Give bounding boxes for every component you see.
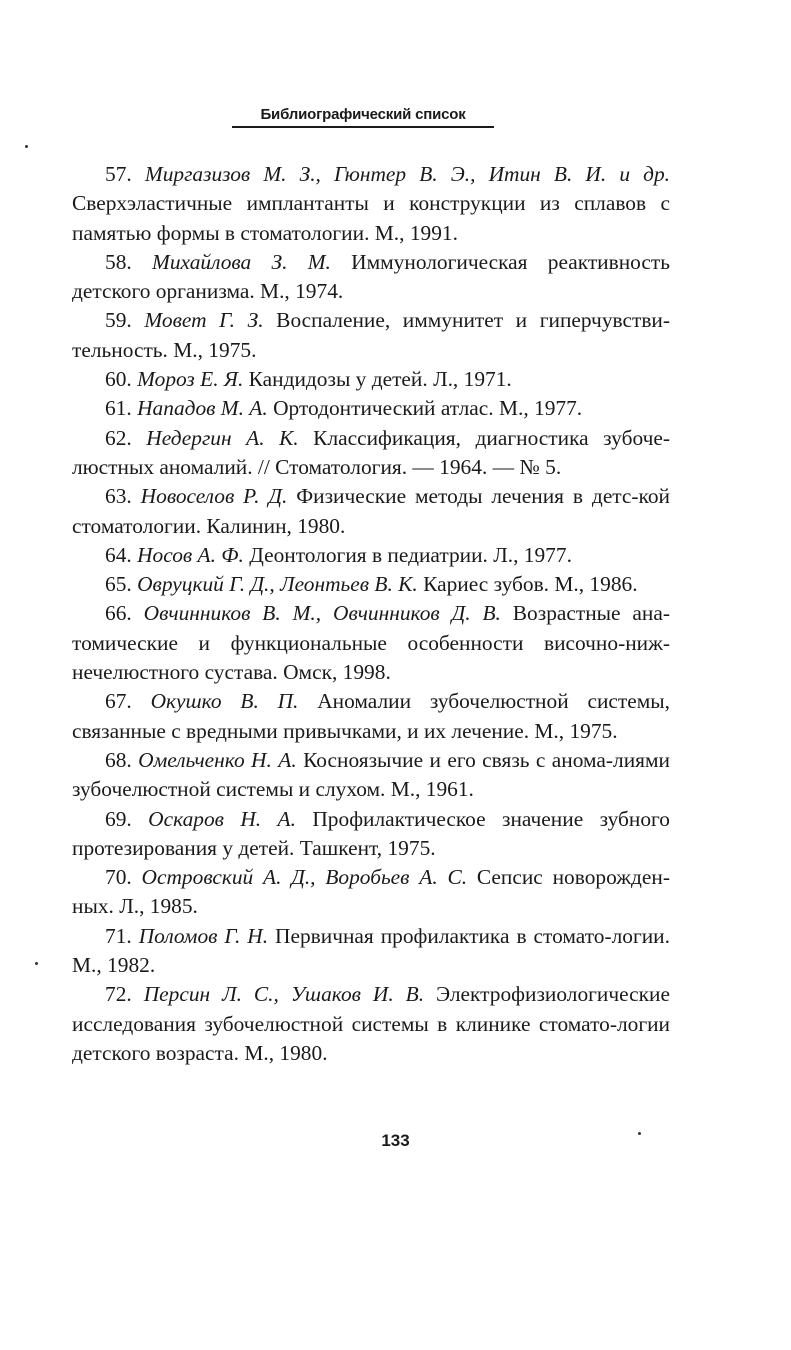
entry-text: Иммунологическая реактивность детского организма. М., 1974.	[72, 249, 670, 304]
entry-text: Сепсис новорожден-ных. Л., 1985.	[72, 865, 670, 919]
bibliography-entry-57	[72, 160, 670, 248]
entry-authors: Нападов М. А.	[137, 396, 268, 421]
entry-text: Первичная профилактика в стомато-логии. М., 1982.	[72, 923, 670, 978]
entry-text: Профилактическое значение зубного протезирования у детей. Ташкент, 1975.	[72, 806, 670, 860]
entry-number: 66.	[105, 601, 132, 626]
bibliography-entry-64	[72, 541, 670, 570]
entry-text: Аномалии зубочелюстной системы, связанные с вредными привычками, и их лечение. М., 1975.	[72, 689, 670, 743]
bibliography-entry-61	[72, 394, 670, 423]
entry-text: Кандидозы у детей. Л., 1971.	[248, 367, 512, 392]
entry-number: 61.	[105, 396, 132, 421]
entry-text: Классификация, диагностика зубоче-люстных аномалий. // Стоматология. — 1964. — № 5.	[72, 425, 670, 479]
entry-authors: Омельченко Н. А.	[138, 747, 297, 772]
entry-authors: Миргазизов М. З., Гюнтер В. Э., Итин В. И. и др.	[144, 162, 670, 186]
bibliography-entry-71	[72, 922, 670, 981]
bibliography-entry-69	[72, 805, 670, 864]
entry-text: Сверхэластичные имплантанты и конструкции из сплавов с памятью формы в стоматологии. М., 1991.	[72, 191, 670, 245]
entry-number: 57.	[105, 162, 132, 186]
bibliography-entry-67	[72, 687, 670, 746]
entry-authors: Овруцкий Г. Д., Леонтьев В. К.	[137, 572, 418, 597]
bibliography-entry-68	[72, 746, 670, 805]
entry-text: Электрофизиологические исследования зубочелюстной системы в клинике стомато-логии детского возраста. М., 1980.	[72, 982, 670, 1065]
bibliography-entry-72	[72, 980, 670, 1068]
entry-number: 64.	[105, 542, 132, 567]
entry-authors: Окушко В. П.	[150, 689, 299, 714]
entry-number: 58.	[105, 249, 132, 274]
entry-text: Воспаление, иммунитет и гиперчувстви-тельность. М., 1975.	[72, 308, 670, 362]
page-number: 133	[381, 1131, 410, 1150]
entry-text: Косноязычие и его связь с анома-лиями зубочелюстной системы и слухом. М., 1961.	[72, 747, 670, 802]
entry-authors: Михайлова З. М.	[152, 249, 331, 274]
entry-number: 68.	[105, 747, 132, 772]
entry-authors: Поломов Г. Н.	[138, 923, 269, 948]
entry-number: 59.	[105, 308, 132, 333]
scan-speck	[35, 962, 38, 965]
entry-number: 69.	[105, 806, 132, 831]
bibliography-entry-63	[72, 482, 670, 541]
entry-number: 63.	[105, 484, 132, 509]
entry-authors: Оскаров Н. А.	[148, 806, 296, 831]
bibliography-entry-66	[72, 599, 670, 687]
entry-text: Кариес зубов. М., 1986.	[423, 572, 638, 597]
entry-number: 70.	[105, 865, 132, 890]
bibliography-entry-65	[72, 570, 670, 599]
entry-number: 60.	[105, 367, 132, 392]
entry-number: 71.	[105, 923, 132, 948]
bibliography-entry-62	[72, 424, 670, 483]
entry-authors: Мороз Е. Я.	[137, 367, 244, 392]
entry-text: Возрастные ана-томические и функциональные особенности височно-ниж-нечелюстного сустава. Омск, 1998.	[72, 601, 670, 685]
scan-speck	[638, 1132, 641, 1135]
entry-authors: Мовет Г. З.	[144, 308, 264, 333]
scan-speck	[25, 145, 28, 148]
entry-text: Физические методы лечения в детс-кой стоматологии. Калинин, 1980.	[72, 484, 670, 538]
bibliography-entry-60	[72, 365, 670, 394]
entry-text: Деонтология в педиатрии. Л., 1977.	[249, 542, 572, 567]
entry-authors: Овчинников В. М., Овчинников Д. В.	[143, 601, 501, 626]
entry-authors: Недергин А. К.	[146, 425, 299, 450]
entry-authors: Персин Л. С., Ушаков И. В.	[143, 982, 425, 1007]
entry-number: 65.	[105, 572, 132, 597]
entry-number: 72.	[105, 982, 132, 1007]
running-header	[232, 106, 494, 128]
bibliography-entry-59	[72, 306, 670, 365]
entry-number: 62.	[105, 425, 132, 450]
running-header-title: Библиографический список	[260, 106, 466, 123]
entry-authors: Островский А. Д., Воробьев А. С.	[141, 865, 468, 890]
entry-authors: Носов А. Ф.	[137, 542, 244, 567]
entry-number: 67.	[105, 689, 132, 714]
entry-text: Ортодонтический атлас. М., 1977.	[273, 396, 583, 421]
bibliography-entry-70	[72, 863, 670, 922]
bibliography-list	[72, 160, 670, 1068]
bibliography-entry-58	[72, 248, 670, 307]
entry-authors: Новоселов Р. Д.	[140, 484, 288, 509]
